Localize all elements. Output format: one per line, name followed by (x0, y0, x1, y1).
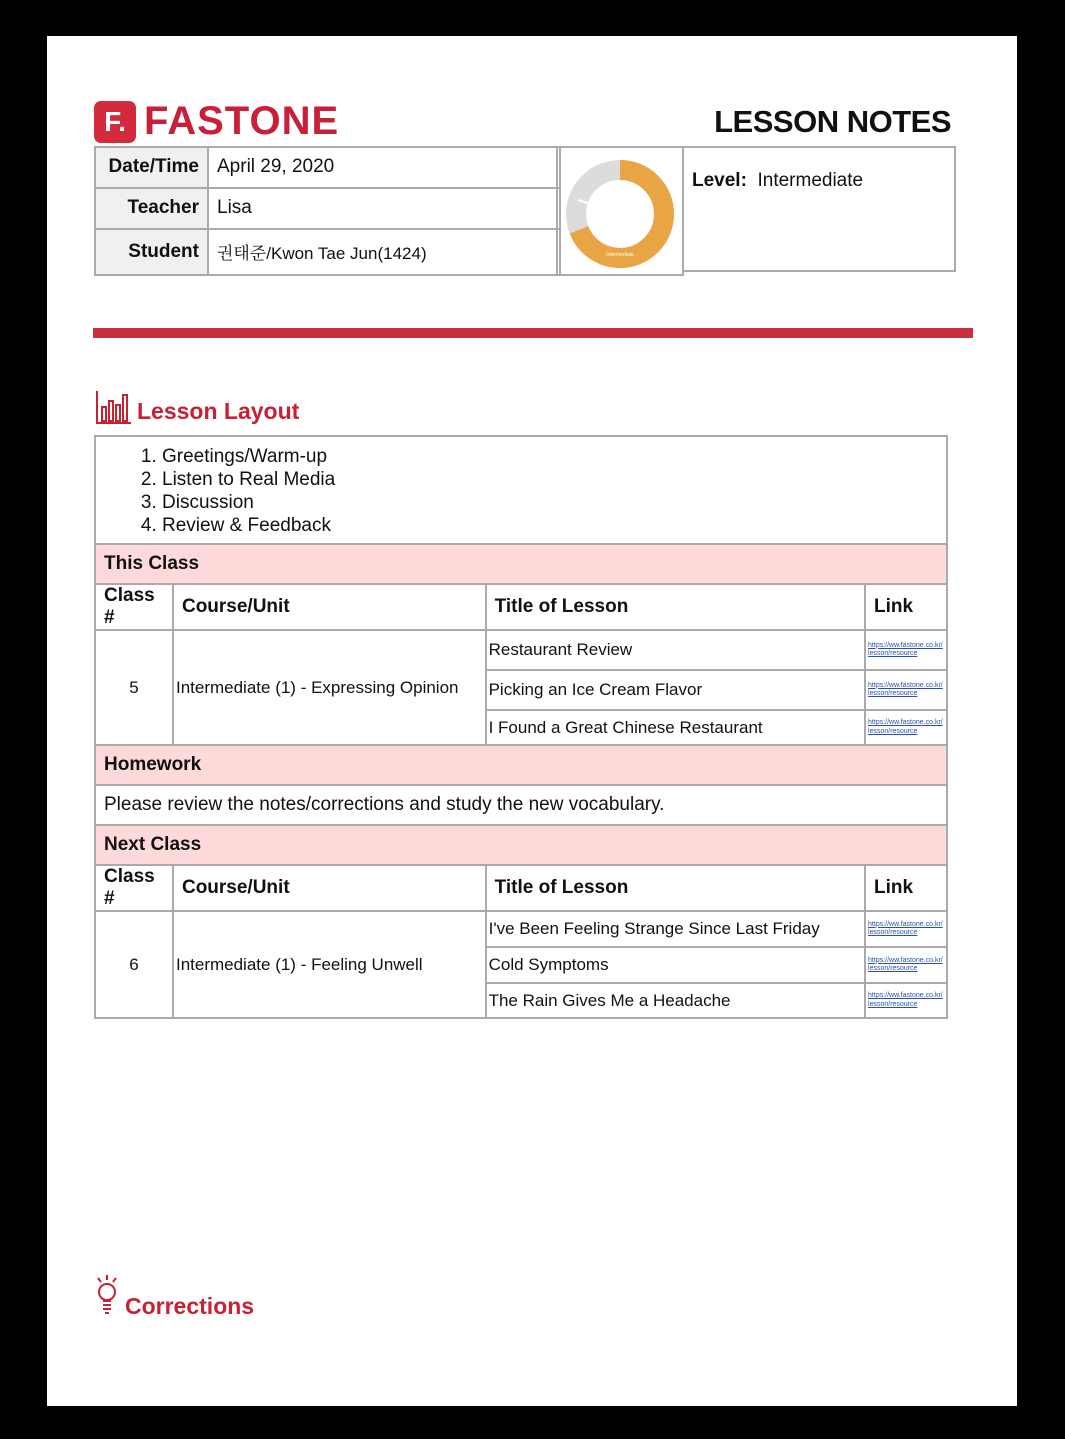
layout-item: 1. Greetings/Warm-up (162, 445, 946, 468)
donut-label: Intermediate (606, 252, 634, 258)
heading-text: Lesson Layout (137, 398, 300, 424)
lesson-link[interactable]: https://ww.fastone.co.kr/lesson/resource (865, 630, 947, 670)
layout-list (132, 445, 946, 537)
course-unit: Intermediate (1) - Expressing Opinion (173, 630, 486, 745)
lesson-table (94, 435, 948, 1019)
lesson-link[interactable]: https://ww.fastone.co.kr/lesson/resource (865, 911, 947, 947)
info-table (94, 146, 561, 276)
student-value: 권태준/Kwon Tae Jun(1424) (208, 229, 560, 275)
logo-text: FASTONE (144, 99, 340, 143)
teacher-value: Lisa (208, 188, 560, 229)
layout-item: 4. Review & Feedback (162, 514, 946, 537)
col-class: Class # (95, 865, 173, 911)
lesson-layout-heading (95, 389, 299, 425)
lesson-link[interactable]: https://ww.fastone.co.kr/lesson/resource (865, 670, 947, 710)
col-title: Title of Lesson (486, 584, 865, 630)
class-number: 6 (95, 911, 173, 1018)
lesson-link[interactable]: https://ww.fastone.co.kr/lesson/resource (865, 983, 947, 1018)
layout-item: 3. Discussion (162, 491, 946, 514)
col-title: Title of Lesson (486, 865, 865, 911)
homework-text: Please review the notes/corrections and study the new vocabulary. (95, 785, 947, 825)
corrections-heading (95, 1274, 254, 1320)
divider-bar (93, 328, 973, 338)
fastone-logo (94, 99, 339, 144)
this-class-heading: This Class (95, 544, 947, 584)
col-link: Link (865, 865, 947, 911)
teacher-label: Teacher (95, 188, 208, 229)
lesson-title: Restaurant Review (486, 630, 865, 670)
layout-list-cell (95, 436, 947, 544)
date-label: Date/Time (95, 147, 208, 188)
heading-text: Corrections (125, 1293, 255, 1319)
lesson-title: I Found a Great Chinese Restaurant (486, 710, 865, 745)
col-link: Link (865, 584, 947, 630)
col-course: Course/Unit (173, 584, 486, 630)
lightbulb-icon (95, 1274, 119, 1320)
page (47, 36, 1017, 1406)
lesson-link[interactable]: https://ww.fastone.co.kr/lesson/resource (865, 710, 947, 745)
logo-mark: F. (94, 101, 136, 143)
next-class-heading: Next Class (95, 825, 947, 865)
page-title: LESSON NOTES (714, 104, 951, 139)
layout-item: 2. Listen to Real Media (162, 468, 946, 491)
col-class: Class # (95, 584, 173, 630)
level-label: Level: (692, 170, 747, 191)
class-number: 5 (95, 630, 173, 745)
bar-chart-icon (95, 389, 131, 425)
date-value: April 29, 2020 (208, 147, 560, 188)
lesson-title: The Rain Gives Me a Headache (486, 983, 865, 1018)
level-donut-chart (556, 146, 684, 276)
homework-heading: Homework (95, 745, 947, 785)
lesson-title: I've Been Feeling Strange Since Last Friday (486, 911, 865, 947)
lesson-link[interactable]: https://ww.fastone.co.kr/lesson/resource (865, 947, 947, 983)
course-unit: Intermediate (1) - Feeling Unwell (173, 911, 486, 1018)
lesson-title: Picking an Ice Cream Flavor (486, 670, 865, 710)
student-label: Student (95, 229, 208, 275)
lesson-title: Cold Symptoms (486, 947, 865, 983)
level-box (682, 146, 956, 272)
level-value: Intermediate (757, 170, 864, 191)
col-course: Course/Unit (173, 865, 486, 911)
